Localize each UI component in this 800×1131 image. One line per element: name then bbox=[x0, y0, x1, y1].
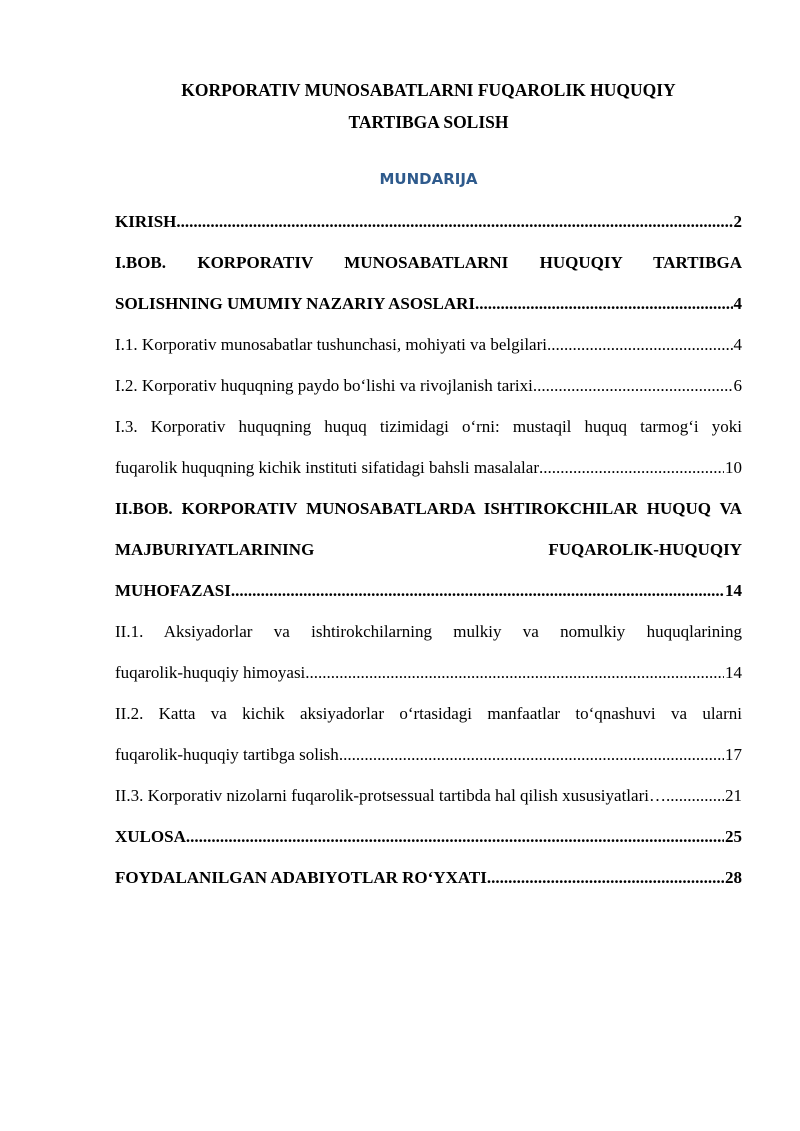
toc-entry[interactable] bbox=[115, 611, 742, 693]
toc-page-number: 14 bbox=[725, 663, 742, 682]
toc-dot-leader bbox=[533, 365, 733, 406]
toc-page-number: 2 bbox=[733, 212, 742, 231]
document-title-line-1: KORPORATIV MUNOSABATLARNI FUQAROLIK HUQUQIY bbox=[181, 80, 676, 100]
toc-entry-lead-text: I.BOB. KORPORATIV MUNOSABATLARNI HUQUQIY TARTIBGA bbox=[115, 253, 742, 272]
toc-entry[interactable] bbox=[115, 242, 742, 324]
toc-dot-leader bbox=[186, 816, 724, 857]
toc-dot-leader bbox=[231, 570, 724, 611]
toc-entry-title: FOYDALANILGAN ADABIYOTLAR RO‘YXATI bbox=[115, 868, 487, 887]
toc-entry-title: I.2. Korporativ huquqning paydo bo‘lishi va rivojlanish tarixi bbox=[115, 376, 533, 395]
toc-dot-leader bbox=[176, 201, 732, 242]
toc-page-number: 4 bbox=[733, 294, 742, 313]
toc-entry-title: I.1. Korporativ munosabatlar tushunchasi, mohiyati va belgilari bbox=[115, 335, 547, 354]
toc-entry-lead-text: II.2. Katta va kichik aksiyadorlar o‘rtasidagi manfaatlar to‘qnashuvi va ularni bbox=[115, 704, 742, 723]
toc-entry-title: II.3. Korporativ nizolarni fuqarolik-protsessual tartibda hal qilish xususiyatlari… bbox=[115, 786, 666, 805]
toc-entry-lead-text: II.1. Aksiyadorlar va ishtirokchilarning mulkiy va nomulkiy huquqlarining bbox=[115, 622, 742, 641]
toc-entry-line bbox=[115, 201, 742, 242]
toc-dot-leader bbox=[475, 283, 732, 324]
toc-entry-title: KIRISH bbox=[115, 212, 177, 231]
toc-entry-line bbox=[115, 857, 742, 898]
toc-page-number: 21 bbox=[725, 786, 742, 805]
toc-entry[interactable] bbox=[115, 201, 742, 242]
toc-entry-line bbox=[115, 816, 742, 857]
toc-dot-leader bbox=[666, 775, 724, 816]
toc-entry[interactable] bbox=[115, 324, 742, 365]
toc-entry[interactable] bbox=[115, 488, 742, 611]
toc-entry-line bbox=[115, 652, 742, 693]
toc-entry-line bbox=[115, 365, 742, 406]
toc-entry[interactable] bbox=[115, 406, 742, 488]
toc-entry-line bbox=[115, 570, 742, 611]
toc-entry-title: fuqarolik-huquqiy himoyasi bbox=[115, 663, 306, 682]
toc-entry[interactable] bbox=[115, 857, 742, 898]
toc-entry-lead-text: II.BOB. KORPORATIV MUNOSABATLARDA ISHTIROKCHILAR HUQUQ VA MAJBURIYATLARINING FUQAROLIK-HUQUQIY bbox=[115, 499, 742, 559]
toc-entry-title: XULOSA bbox=[115, 827, 186, 846]
toc-entry-title: SOLISHNING UMUMIY NAZARIY ASOSLARI bbox=[115, 294, 476, 313]
toc-entry-line bbox=[115, 283, 742, 324]
toc-dot-leader bbox=[539, 447, 724, 488]
toc-entry-title: fuqarolik huquqning kichik instituti sifatidagi bahsli masalalar bbox=[115, 458, 539, 477]
toc-entry-line bbox=[115, 324, 742, 365]
toc-dot-leader bbox=[339, 734, 724, 775]
toc-page-number: 10 bbox=[725, 458, 742, 477]
toc-page-number: 17 bbox=[725, 745, 742, 764]
toc-heading: MUNDARIJA bbox=[379, 170, 478, 188]
toc-dot-leader bbox=[305, 652, 724, 693]
toc-dot-leader bbox=[547, 324, 733, 365]
document-title-line-2: TARTIBGA SOLISH bbox=[348, 112, 509, 132]
toc-entry[interactable] bbox=[115, 693, 742, 775]
toc-page-number: 4 bbox=[733, 335, 742, 354]
toc-entry[interactable] bbox=[115, 775, 742, 816]
toc-entry-line bbox=[115, 447, 742, 488]
toc-entry-lead-text: I.3. Korporativ huquqning huquq tizimidagi o‘rni: mustaqil huquq tarmog‘i yoki bbox=[115, 417, 742, 436]
document-title bbox=[115, 0, 742, 138]
toc-entry-title: MUHOFAZASI bbox=[115, 581, 231, 600]
toc-entry-title: fuqarolik-huquqiy tartibga solish bbox=[115, 745, 339, 764]
toc-dot-leader bbox=[487, 857, 724, 898]
toc-page-number: 28 bbox=[725, 868, 742, 887]
toc-page-number: 25 bbox=[725, 827, 742, 846]
toc-entry-line bbox=[115, 734, 742, 775]
table-of-contents bbox=[115, 201, 742, 898]
toc-entry[interactable] bbox=[115, 365, 742, 406]
toc-page-number: 6 bbox=[733, 376, 742, 395]
toc-entry-line bbox=[115, 775, 742, 816]
toc-page-number: 14 bbox=[725, 581, 742, 600]
toc-entry[interactable] bbox=[115, 816, 742, 857]
